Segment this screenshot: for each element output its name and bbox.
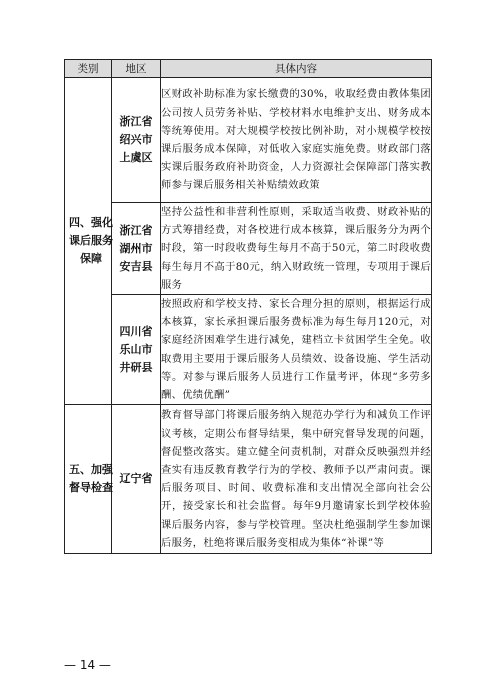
- category-label: 四、强化课后服务保障: [69, 216, 113, 266]
- content-cell: 坚持公益性和非营利性原则，采取适当收费、财政补贴的方式筹措经费，对各校进行成本核算，课后服务分为两个时段，第一时段收费每生每月不高于50元，第二时段收费每生每月不高于80元，纳入财政统一管理，专项用于课后服务: [161, 203, 432, 295]
- region-label: 辽宁省: [119, 472, 153, 486]
- region-cell: [112, 295, 161, 405]
- category-label: 五、加强督导检查: [69, 463, 113, 495]
- page-number: — 14 —: [64, 658, 111, 672]
- table-header-row: [65, 60, 432, 78]
- table-row: [65, 78, 432, 203]
- header-region: 地区: [112, 60, 161, 78]
- region-cell: [112, 405, 161, 554]
- table-row: [65, 405, 432, 554]
- region-cell: [112, 78, 161, 203]
- header-category: 类别: [65, 60, 112, 78]
- table-row: [65, 203, 432, 295]
- region-label: 浙江省绍兴市上虞区: [119, 115, 153, 164]
- region-label: 四川省乐山市井研县: [119, 324, 153, 374]
- header-content: 具体内容: [161, 60, 432, 78]
- content-cell: 按照政府和学校支持、家长合理分担的原则，根据运行成本核算，家长承担课后服务费标准为每生每月120元，对家庭经济困难学生进行减免，建档立卡贫困学生全免。收取费用主要用于课后服务人员绩效、设备设施、学生活动等。对参与课后服务人员进行工作量考评，体现“多劳多酬、优绩优酬”: [161, 295, 432, 405]
- category-cell: [65, 405, 112, 554]
- policy-table: [64, 59, 432, 554]
- region-label: 浙江省湖州市安吉县: [119, 223, 153, 273]
- table-row: [65, 295, 432, 405]
- content-cell: 区财政补助标准为家长缴费的30%，收取经费由教体集团公司按人员劳务补贴、学校材料水电维护支出、财务成本等统筹使用。对大规模学校按比例补助，对小规模学校按课后服务成本保障，对低收入家庭实施免费。财政部门落实课后服务政府补助资金，人力资源社会保障部门落实教师参与课后服务相关补贴绩效政策: [161, 78, 432, 203]
- category-cell: [65, 78, 112, 405]
- region-cell: [112, 203, 161, 295]
- content-cell: 教育督导部门将课后服务纳入规范办学行为和减负工作评议考核，定期公布督导结果，集中研究督导发现的问题，督促整改落实。建立健全问责机制，对群众反映强烈并经查实有违反教育教学行为的学校、教师予以严肃问责。课后服务项目、时间、收费标准和支出情况全部向社会公开，接受家长和社会监督。每年9月邀请家长到学校体验课后服务内容，参与学校管理。坚决杜绝强制学生参加课后服务，杜绝将课后服务变相成为集体“补课”等: [161, 405, 432, 554]
